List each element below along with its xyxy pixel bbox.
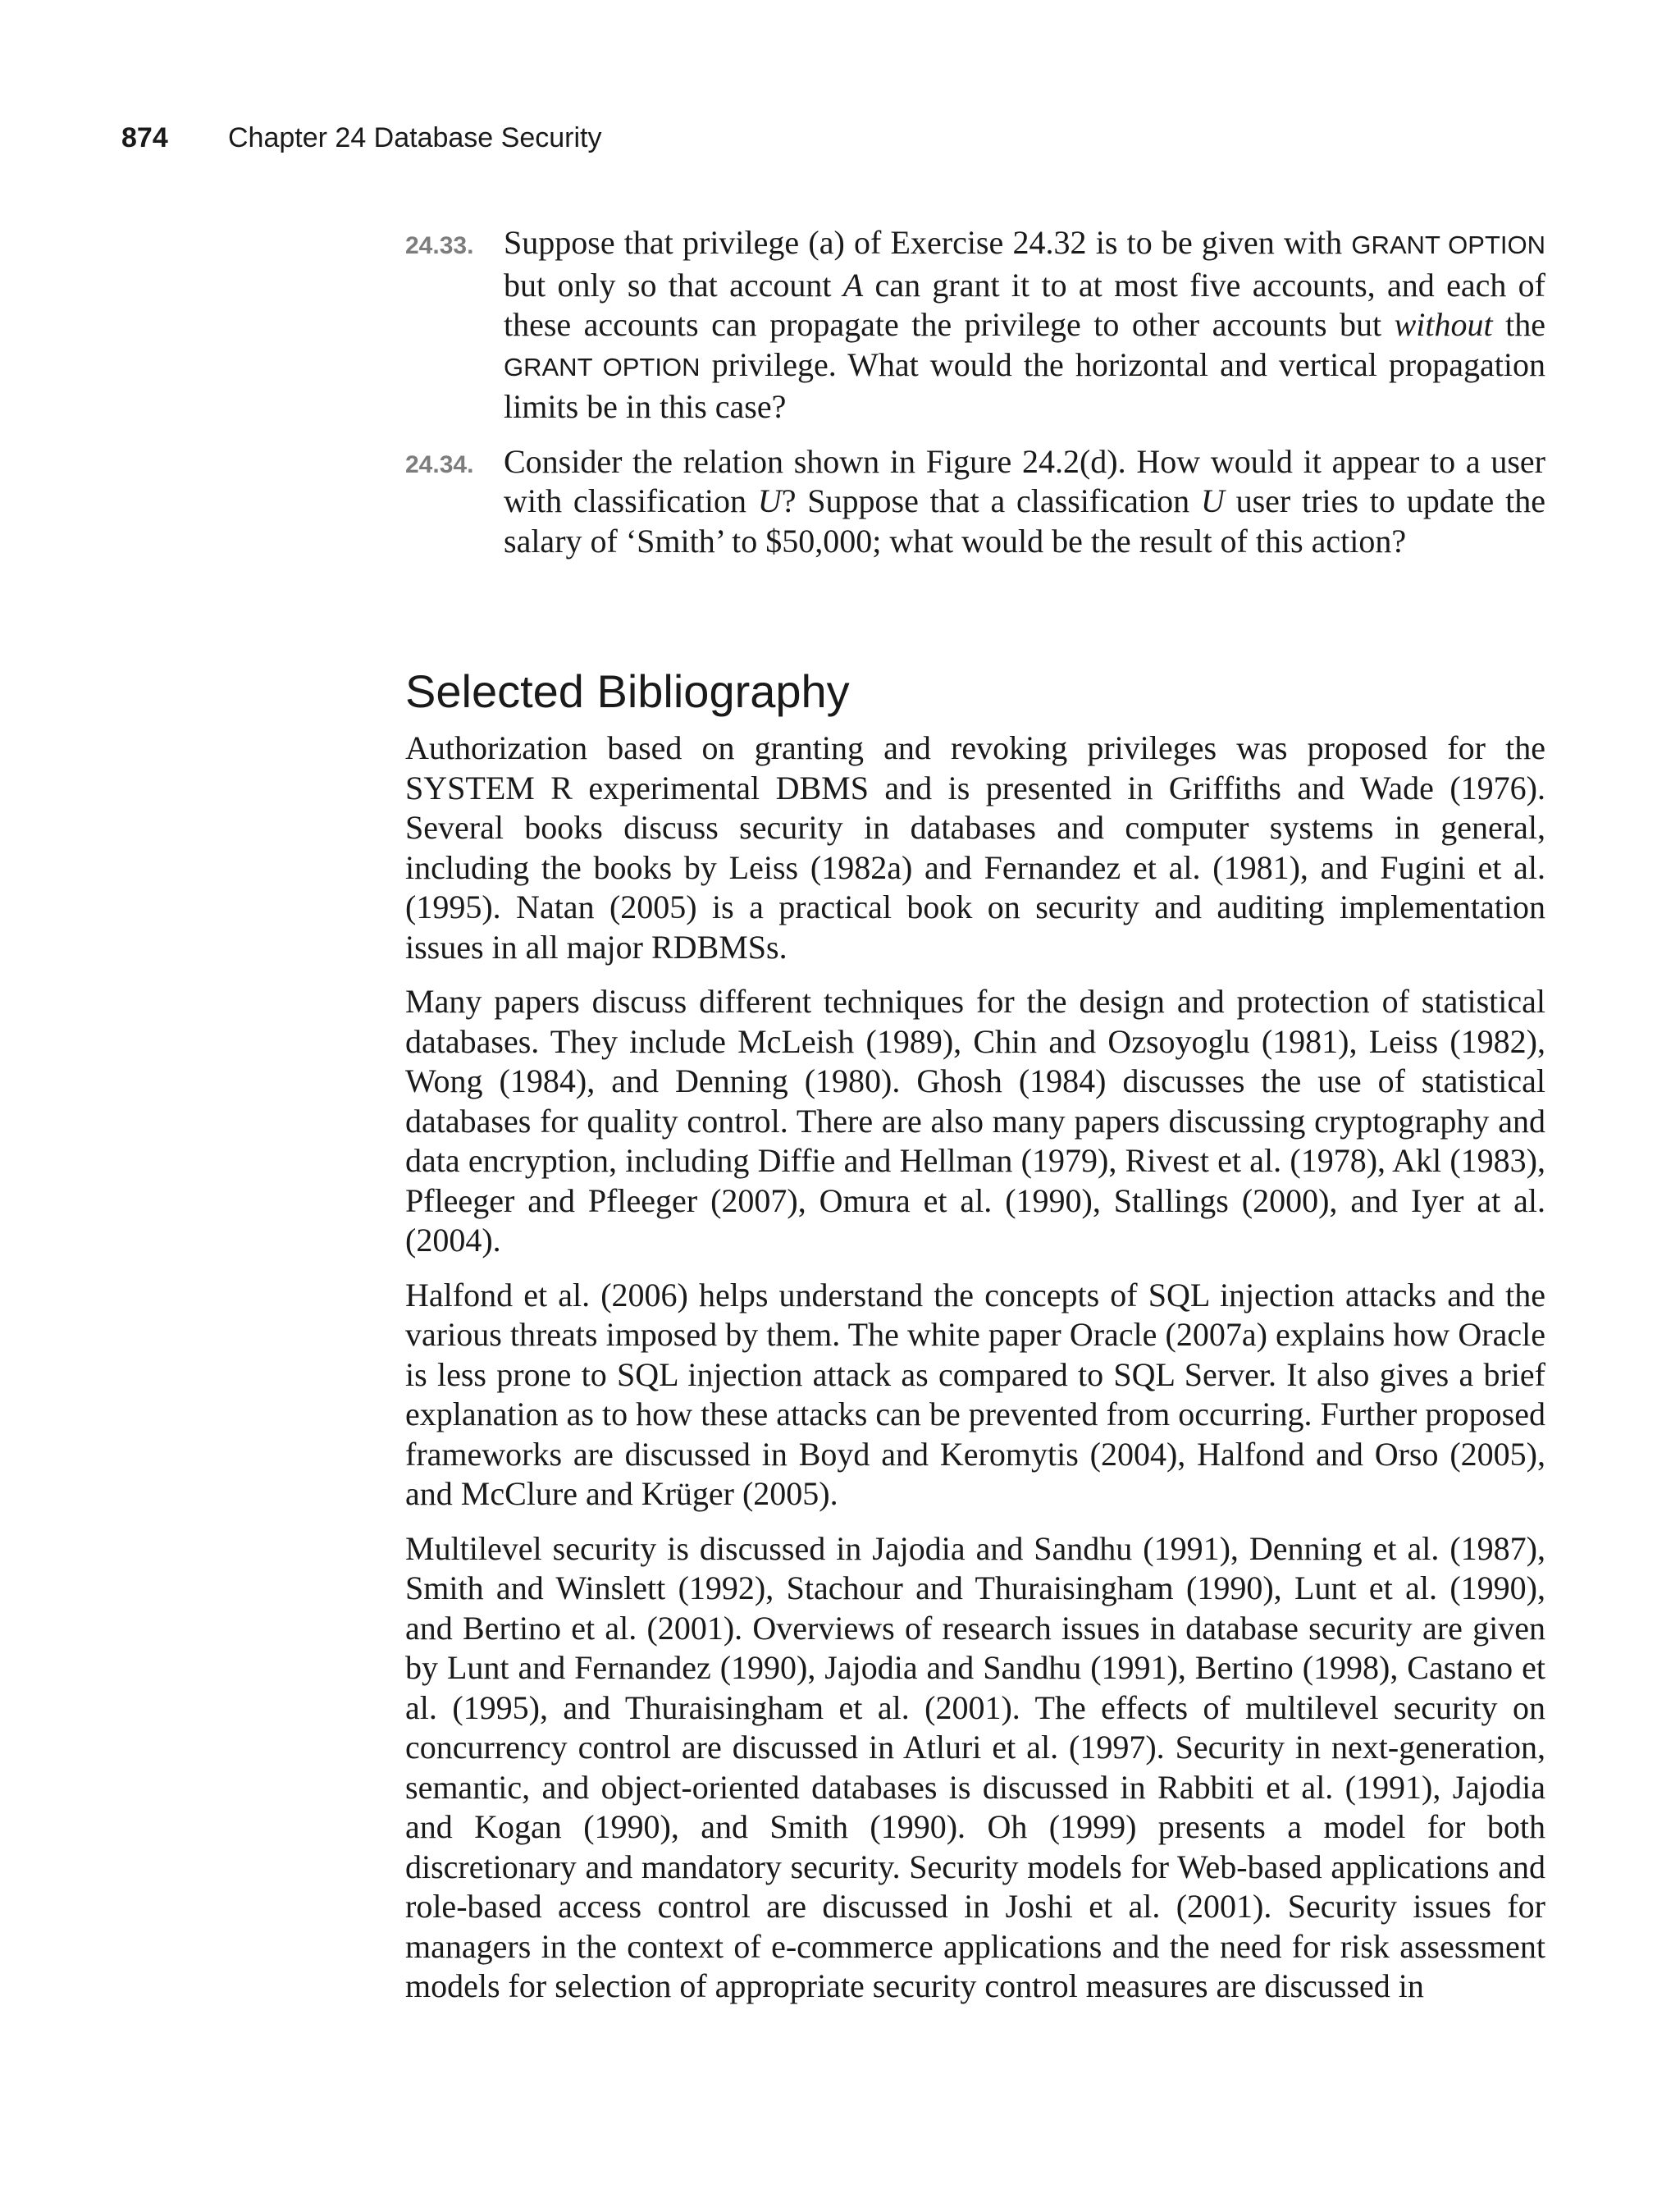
page-body: [405, 223, 1545, 2022]
page-number: 874: [121, 122, 168, 153]
section-heading: Selected Bibliography: [405, 665, 850, 717]
keyword-grant-option: GRANT OPTION: [504, 352, 701, 381]
bibliography-paragraph: Authorization based on granting and revoking privileges was proposed for the SYSTEM R experimental DBMS and is presented in Griffiths and Wade (1976). Several books discuss security in databases and computer systems in general, including the books by Leiss (1982a) and Fernandez et al. (1981), and Fugini et al. (1995). Natan (2005) is a practical book on security and auditing implementation issues in all major RDBMSs.: [405, 729, 1545, 966]
exercise-24-33: [405, 223, 1545, 427]
classification-variable: U: [757, 482, 782, 519]
chapter-title: Chapter 24 Database Security: [228, 122, 602, 153]
exercise-text: can grant it to at most five accounts, and each of these accounts can propagate the privilege to other accounts but: [504, 266, 1545, 343]
keyword-grant-option: GRANT OPTION: [1351, 231, 1545, 259]
exercise-text: but only so that account: [504, 266, 843, 304]
exercise-number: 24.34.: [405, 450, 474, 478]
classification-variable: U: [1200, 482, 1225, 519]
exercise-text: user tries to update the salary of ‘Smith’ to $50,000; what would be the result of this action?: [504, 482, 1545, 560]
bibliography-paragraph: Halfond et al. (2006) helps understand the concepts of SQL injection attacks and the various threats imposed by them. The white paper Oracle (2007a) explains how Oracle is less prone to SQL injection attack as compared to SQL Server. It also gives a brief explanation as to how these attacks can be prevented from occurring. Further proposed frameworks are discussed in Boyd and Keromytis (2004), Halfond and Orso (2005), and McClure and Krüger (2005).: [405, 1276, 1545, 1512]
bibliography-paragraph: Multilevel security is discussed in Jajodia and Sandhu (1991), Denning et al. (1987), Smith and Winslett (1992), Stachour and Thuraisingham (1990), Lunt et al. (1990), and Bertino et al. (2001). Overviews of research issues in database security are given by Lunt and Fernandez (1990), Jajodia and Sandhu (1991), Bertino (1998), Castano et al. (1995), and Thuraisingham et al. (2001). The effects of multilevel security on concurrency control are discussed in Atluri et al. (1997). Security in next-generation, semantic, and object-oriented databases is discussed in Rabbiti et al. (1991), Jajodia and Kogan (1990), and Smith (1990). Oh (1999) presents a model for both discretionary and mandatory security. Security models for Web-based applications and role-based access control are discussed in Joshi et al. (2001). Security issues for managers in the context of e-commerce applications and the need for risk assessment models for selection of appropriate security control measures are discussed in: [405, 1529, 1545, 2004]
exercise-text: the: [1492, 306, 1545, 343]
emphasis-text: without: [1394, 306, 1493, 343]
exercise-24-34: [405, 442, 1545, 562]
bibliography-paragraph: Many papers discuss different techniques for the design and protection of statistical databases. They include McLeish (1989), Chin and Ozsoyoglu (1981), Leiss (1982), Wong (1984), and Denning (1980). Ghosh (1984) discusses the use of statistical databases for quality control. There are also many papers discussing cryptography and data encryption, including Diffie and Hellman (1979), Rivest et al. (1978), Akl (1983), Pfleeger and Pfleeger (2007), Omura et al. (1990), Stallings (2000), and Iyer at al. (2004).: [405, 983, 1545, 1259]
account-variable: A: [842, 266, 864, 304]
exercise-text: Suppose that privilege (a) of Exercise 24.32 is to be given with: [504, 224, 1352, 261]
exercise-text: privilege. What would the horizontal and vertical propagation limits be in this case?: [504, 345, 1545, 425]
exercise-text: Consider the relation shown in Figure 24.2(d). How would it appear to a user with classification: [504, 442, 1545, 519]
running-head: [121, 116, 601, 159]
exercise-text: ? Suppose that a classification: [781, 482, 1201, 519]
exercise-number: 24.33.: [405, 232, 474, 259]
